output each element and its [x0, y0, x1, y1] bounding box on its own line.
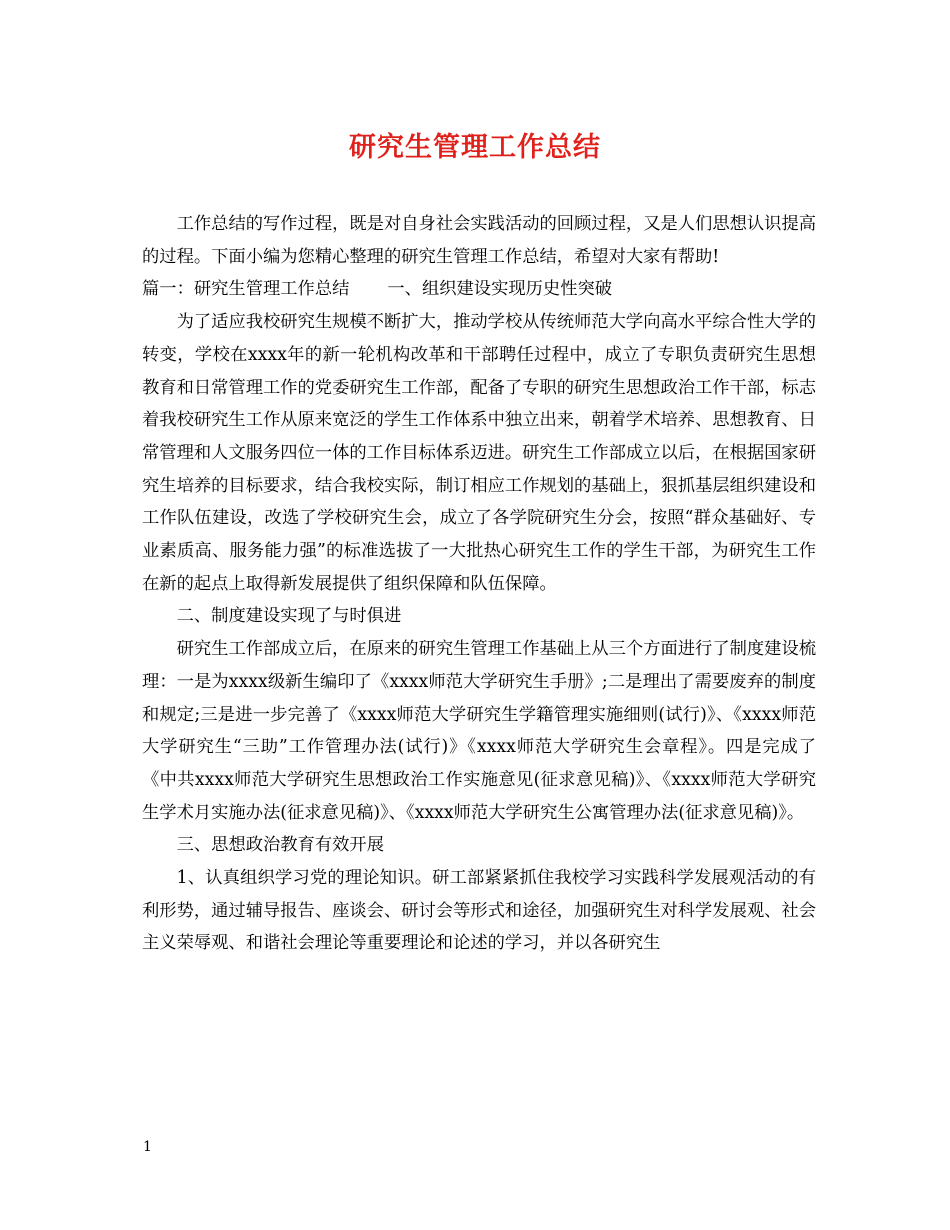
- intro-paragraph: 工作总结的写作过程，既是对自身社会实践活动的回顾过程，又是人们思想认识提高的过程。下面小编为您精心整理的研究生管理工作总结，希望对大家有帮助!: [142, 214, 817, 267]
- page-number: 1: [143, 1139, 152, 1155]
- document-title: 研究生管理工作总结: [349, 132, 601, 163]
- chapter-heading: 篇一：研究生管理工作总结: [142, 279, 350, 300]
- section3-paragraph: 1、认真组织学习党的理论知识。研工部紧紧抓住我校学习实践科学发展观活动的有利形势，通过辅导报告、座谈会、研讨会等形式和途径，加强研究生对科学发展观、社会主义荣辱观、和谐社会理论等重要理论和论述的学习，并以各研究生: [142, 868, 816, 954]
- section2-paragraph: 研究生工作部成立后，在原来的研究生管理工作基础上从三个方面进行了制度建设梳理：一是为xxxx级新生编印了《xxxx师范大学研究生手册》;二是理出了需要废弃的制度和规定;三是进一步完善了《xxxx师范大学研究生学籍管理实施细则(试行)》、《xxxx师范大学研究生“三助”工作管理办法(试行)》《xxxx师范大学研究生会章程》。四是完成了《中共xxxx师范大学研究生思想政治工作实施意见(征求意见稿)》、《xxxx师范大学研究生学术月实施办法(征求意见稿)》、《xxxx师范大学研究生公寓管理办法(征求意见稿)》。: [142, 639, 817, 823]
- document-body: [142, 208, 816, 960]
- section3-heading: 三、思想政治教育有效开展: [176, 835, 384, 856]
- chapter-heading-line: [142, 273, 816, 306]
- section1-heading: 一、组织建设实现历史性突破: [387, 279, 613, 300]
- section2-heading: 二、制度建设实现了与时俱进: [176, 606, 402, 627]
- section1-paragraph: 为了适应我校研究生规模不断扩大，推动学校从传统师范大学向高水平综合性大学的转变，学校在xxxx年的新一轮机构改革和干部聘任过程中，成立了专职负责研究生思想教育和日常管理工作的党委研究生工作部，配备了专职的研究生思想政治工作干部，标志着我校研究生工作从原来宽泛的学生工作体系中独立出来，朝着学术培养、思想教育、日常管理和人文服务四位一体的工作目标体系迈进。研究生工作部成立以后，在根据国家研究生培养的目标要求，结合我校实际，制订相应工作规划的基础上，狠抓基层组织建设和工作队伍建设，改选了学校研究生会，成立了各学院研究生分会，按照“群众基础好、专业素质高、服务能力强”的标准选拔了一大批热心研究生工作的学生干部，为研究生工作在新的起点上取得新发展提供了组织保障和队伍保障。: [142, 312, 817, 594]
